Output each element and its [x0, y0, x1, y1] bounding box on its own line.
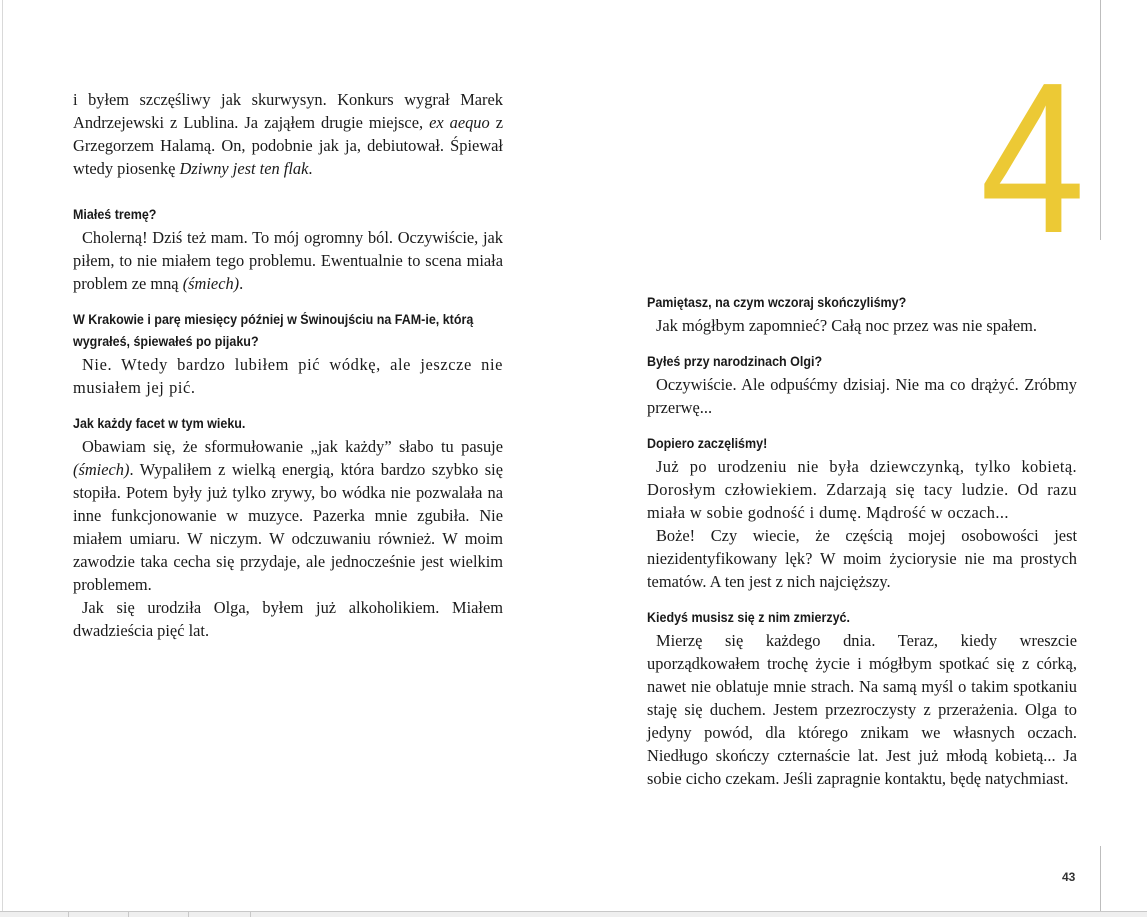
qa-block — [73, 309, 503, 399]
answer: Oczywiście. Ale odpuśćmy dzisiaj. Nie ma co drążyć. Zróbmy przerwę... — [647, 375, 1077, 417]
qa-block — [647, 433, 1077, 593]
qa-block — [73, 204, 503, 295]
question: Jak każdy facet w tym wieku. — [73, 416, 246, 431]
question: Dopiero zaczęliśmy! — [647, 436, 768, 451]
bottom-scrollbar[interactable] — [0, 911, 1147, 917]
answer: Jak mógłbym zapomnieć? Całą noc przez was nie spałem. — [656, 316, 1037, 335]
page-margin-rule — [1100, 846, 1101, 916]
question: Kiedyś musisz się z nim zmierzyć. — [647, 610, 850, 625]
question: wygrałeś, śpiewałeś po pijaku? — [73, 334, 259, 349]
answer: Mierzę się każdego dnia. Teraz, kiedy wreszcie uporządkowałem trochę życie i mógłbym spotkać się z córką, nawet nie oblatuje mnie strach. Na samą myśl o takim spotkaniu staję się duchem. Jestem przezroczysty z przerażenia. Olga to jedyny powód, dla którego znikam we własnych oczach. Niedługo skończy czternaście lat. Jest już młodą kobietą... Ja sobie cicho czekam. Jeśli zapragnie kontaktu, będę natychmiast. — [647, 631, 1077, 788]
page-edge — [2, 0, 3, 916]
qa-block — [647, 607, 1077, 790]
answer: Jak się urodziła Olga, byłem już alkoholikiem. Miałem dwadzieścia pięć lat. — [73, 598, 503, 640]
qa-block — [647, 351, 1077, 419]
question: Pamiętasz, na czym wczoraj skończyliśmy? — [647, 295, 907, 310]
question: Miałeś tremę? — [73, 207, 157, 222]
right-column — [647, 292, 1077, 804]
answer: Już po urodzeniu nie była dziewczynką, tylko kobietą. Dorosłym człowiekiem. Zdarzają się tacy ludzie. Od razu miała w sobie godność i dumę. Mądrość w oczach... — [647, 457, 1077, 522]
page-margin-rule — [1100, 0, 1101, 240]
answer: Boże! Czy wiecie, że częścią mojej osobowości jest niezidentyfikowany lęk? W moim życiorysie nie ma prostych tematów. A ten jest z nich najcięższy. — [647, 526, 1077, 591]
intro-paragraph: i byłem szczęśliwy jak skurwysyn. Konkurs wygrał Marek Andrzejewski z Lublina. Ja zająłem drugie miejsce, ex aequo z Grzegorzem Halamą. On, podobnie jak ja, debiutował. Śpiewał wtedy piosenkę Dziwny jest ten flak. — [73, 90, 503, 178]
qa-block — [73, 413, 503, 642]
answer: Cholerną! Dziś też mam. To mój ogromny ból. Oczywiście, jak piłem, to nie miałem tego problemu. Ewentualnie to scena miała problem ze mną (śmiech). — [73, 228, 503, 293]
qa-block — [647, 292, 1077, 337]
question: Byłeś przy narodzinach Olgi? — [647, 354, 823, 369]
left-column — [73, 88, 503, 656]
page-number: 43 — [1062, 870, 1076, 884]
answer: Obawiam się, że sformułowanie „jak każdy” słabo tu pasuje (śmiech). Wypaliłem z wielką energią, która bardzo szybko się stopiła. Potem były już tylko zrywy, bo wódka nie pozwalała na inne funkcjonowanie w muzyce. Pazerka mnie zgubiła. Nie miałem umiaru. W niczym. W odczuwaniu również. W moim zawodzie taka cecha się przydaje, ale jednocześnie jest wielkim problemem. — [73, 437, 503, 594]
chapter-number: 4 — [980, 37, 1086, 278]
answer: Nie. Wtedy bardzo lubiłem pić wódkę, ale jeszcze nie musiałem jej pić. — [73, 355, 503, 397]
question: W Krakowie i parę miesięcy później w Świnoujściu na FAM-ie, którą — [73, 312, 474, 327]
